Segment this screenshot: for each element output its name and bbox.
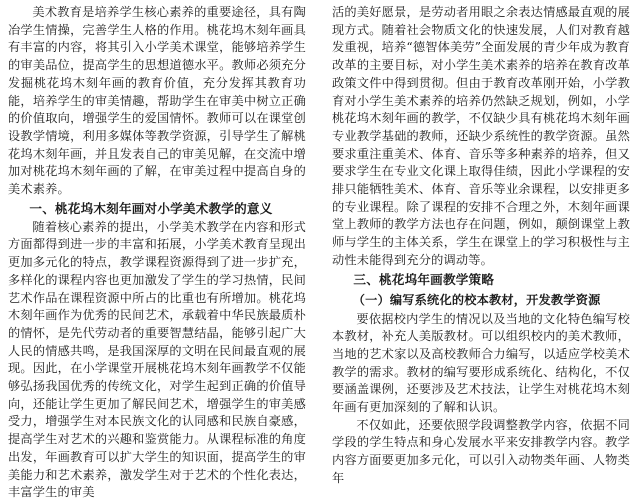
textbook-paragraph: 要依据校内学生的情况以及当地的文化特色编写校本教材，补充人美版教材。可以组织校内的美术教师，当地的艺术家以及高校教师合力编写，以适应学校美术教学的需求。教材的编写要形成系统化、结构化，不仅要涵盖课例，还要涉及艺术技法，让学生对桃花坞木刻年画有更加深刻的了解和认识。: [332, 311, 630, 415]
subsection-heading-1: （一）编写系统化的校本教材，开发教学资源: [352, 292, 601, 307]
intro-paragraph: 美术教育是培养学生核心素养的重要途径，具有陶冶学生情操，完善学生人格的作用。桃花坞木刻年画具有丰富的内容，将其引入小学美术课堂，能够培养学生的审美品位，提高学生的思想道德水平。教师必须充分发掘桃花坞木刻年画的教育价值，充分发挥其教育功能，培养学生的审美情趣，帮助学生在审美中树立正确的价值取向，增强学生的爱国情怀。教师可以在课堂创设教学情境，利用多媒体等教学资源，引导学生了解桃花坞木刻年画，并且发表自己的审美见解，在交流中增加对桃花坞木刻年画的了解，在审美过程中提高自身的美术素养。: [8, 5, 306, 197]
section-heading-1: 一、桃花坞木刻年画对小学美术教学的意义: [29, 200, 273, 216]
left-column: [8, 4, 306, 502]
content-paragraph: 不仅如此，还要依照学段调整教学内容，依据不同学段的学生特点和身心发展水平来安排教学内容。教学内容方面要更加多元化，可以引入动物类年画、人物类年: [332, 417, 630, 485]
continued-paragraph: 活的美好愿景，是劳动者用眼之余表达情感最直观的展现方式。随着社会物质文化的快速发展，人们对教育越发重视，培养“德智体美劳”全面发展的青少年成为教育改革的主要目标，对小学生美术素养的培养在教育改革政策文件中得到贯彻。但由于教育改革刚开始，小学教育对小学生美术素养的培养仍然缺乏规划，例如，小学桃花坞木刻年画的教学，不仅缺少具有桃花坞木刻年画专业教学基础的教师，还缺少系统性的教学资源。虽然要求重注重美术、体育、音乐等多种素养的培养，但又要求学生在专业文化课上取得佳绩，因此小学课程的安排只能牺牲美术、体育、音乐等业余课程，以安排更多的专业课程。除了课程的安排不合理之外，木刻年画课堂上教师的教学方法也存在问题，例如，颠倒课堂上教师与学生的主体关系，学生在课堂上的学习积极性与主动性未能得到充分的调动等。: [332, 5, 630, 267]
right-column: [332, 4, 630, 488]
section-heading-3: 三、桃花坞年画教学策略: [353, 271, 495, 287]
significance-paragraph: 随着核心素养的提出，小学美术教学在内容和形式方面都得到进一步的丰富和拓展，小学美术教育呈现出更加多元化的特点，教学课程资源得到了进一步扩充，多样化的课程内容也更加激发了学生的学习热情，民间艺术作品在课程资源中所占的比重也有所增加。桃花坞木刻年画作为优秀的民间艺术，承载着中华民族最质朴的情怀，是先代劳动者的重要智慧结晶，能够引起广大人民的情感共鸣，是我国深厚的文明在民间最直观的展现。因此，在小学课堂开展桃花坞木刻年画教学不仅能够弘扬我国优秀的传统文化，对学生起到正确的价值导向，还能让学生更加了解民间艺术，增强学生的审美感受力，增强学生对本民族文化的认同感和民族自豪感，提高学生对艺术的兴趣和鉴赏能力。从课程标准的角度出发，年画教育可以扩大学生的知识面，提高学生的审美能力和艺术素养，激发学生对于艺术的个性化表达，丰富学生的审美: [8, 219, 306, 500]
